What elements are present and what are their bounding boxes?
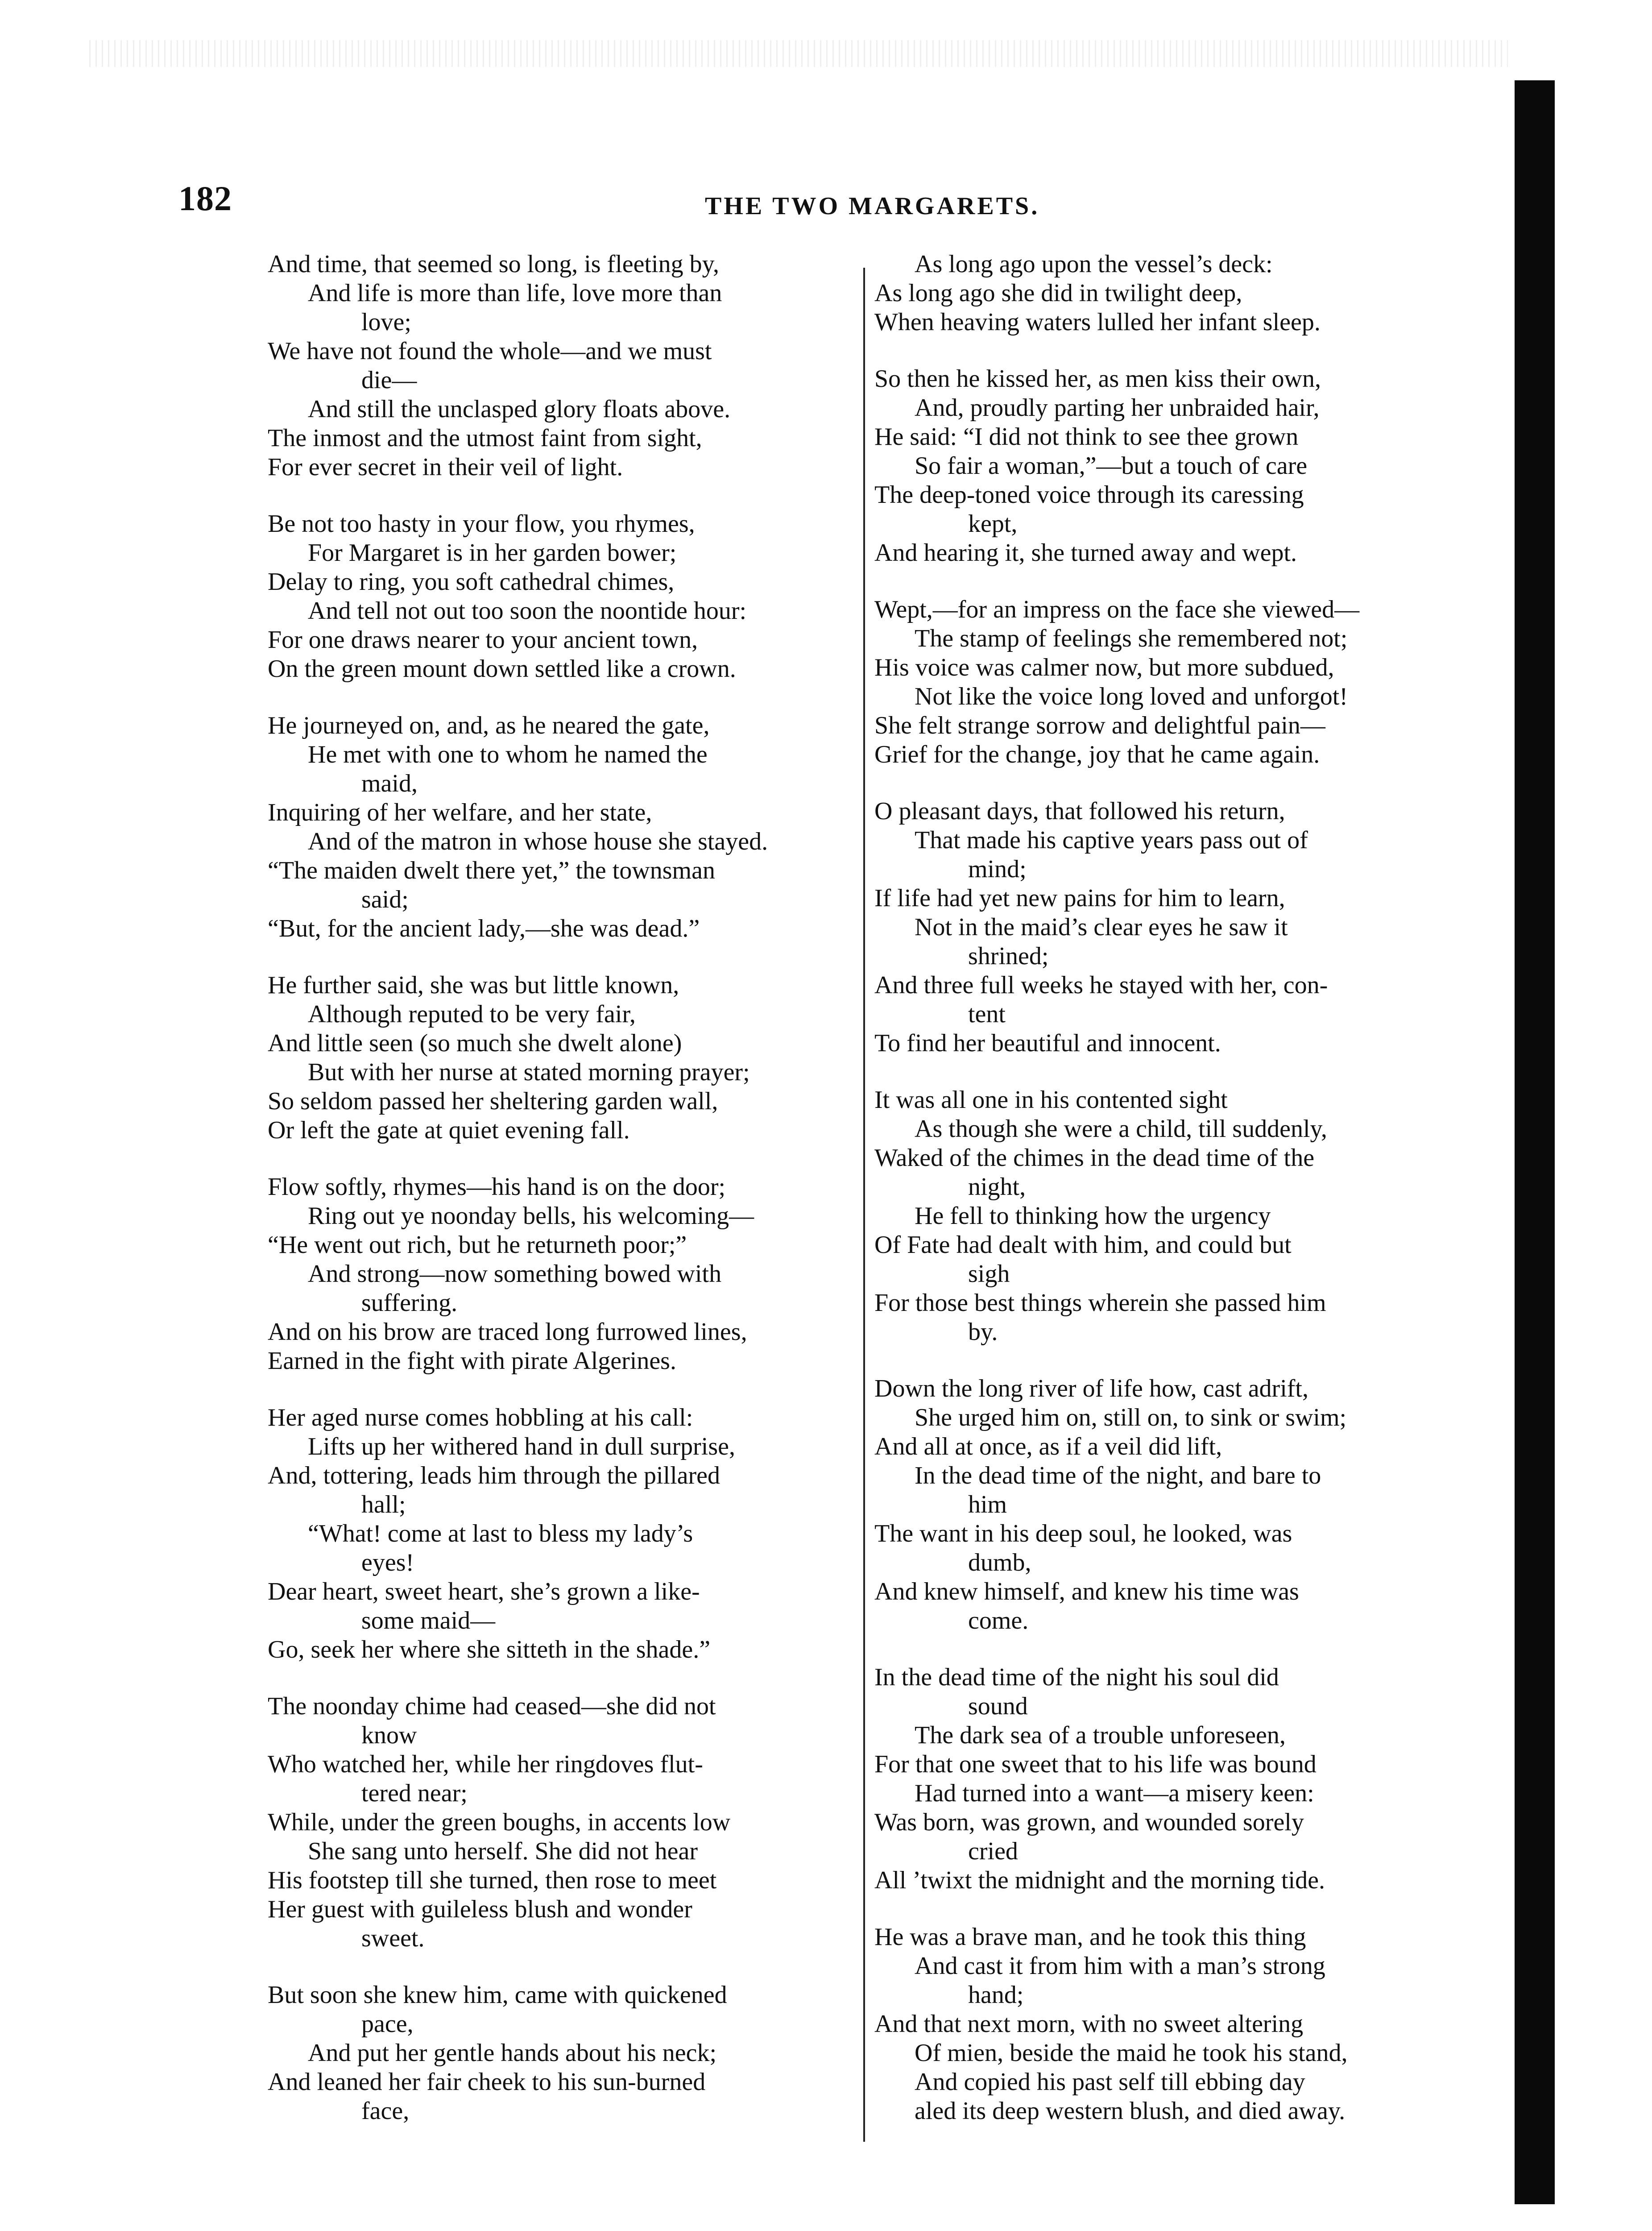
- verse-line: And on his brow are traced long furrowed lines,: [268, 1318, 747, 1346]
- verse-line: Wept,—for an impress on the face she viewed—: [874, 596, 1360, 623]
- verse-line: For ever secret in their veil of light.: [268, 453, 623, 481]
- verse-line: She urged him on, still on, to sink or swim;: [915, 1404, 1347, 1431]
- stanza: [268, 1173, 848, 1376]
- verse-line: And leaned her fair cheek to his sun-burned: [268, 2068, 706, 2096]
- verse-line: And three full weeks he stayed with her, con-: [874, 971, 1328, 999]
- verse-line: shrined;: [968, 942, 1049, 970]
- verse-line: And strong—now something bowed with: [308, 1260, 722, 1288]
- verse-line: some maid—: [361, 1607, 496, 1634]
- stanza: [874, 1923, 1472, 2126]
- scan-edge-noise: [89, 40, 1508, 67]
- verse-line: face,: [361, 2097, 410, 2125]
- verse-line: Lifts up her withered hand in dull surprise,: [308, 1433, 736, 1460]
- stanza: [268, 1692, 848, 1953]
- verse-line: Her guest with guileless blush and wonder: [268, 1895, 692, 1923]
- verse-line: He fell to thinking how the urgency: [915, 1202, 1271, 1230]
- stanza: [268, 510, 848, 684]
- verse-line: “But, for the ancient lady,—she was dead.”: [268, 915, 700, 942]
- verse-line: Was born, was grown, and wounded sorely: [874, 1808, 1304, 1836]
- verse-line: Not like the voice long loved and unforgot!: [915, 683, 1348, 710]
- verse-line: He further said, she was but little known,: [268, 971, 679, 999]
- verse-line: We have not found the whole—and we must: [268, 337, 712, 365]
- verse-line: On the green mount down settled like a crown.: [268, 655, 736, 683]
- verse-line: The inmost and the utmost faint from sight,: [268, 424, 702, 452]
- verse-line: So seldom passed her sheltering garden wall,: [268, 1087, 718, 1115]
- page-header: [178, 178, 1472, 232]
- verse-line: If life had yet new pains for him to learn,: [874, 884, 1285, 912]
- stanza: [268, 1403, 848, 1664]
- verse-line: So then he kissed her, as men kiss their own,: [874, 365, 1321, 393]
- verse-line: Or left the gate at quiet evening fall.: [268, 1116, 630, 1144]
- stanza: [874, 365, 1472, 568]
- verse-line: As though she were a child, till suddenly,: [915, 1115, 1327, 1143]
- verse-line: Of mien, beside the maid he took his stand,: [915, 2039, 1348, 2067]
- verse-line: dumb,: [968, 1549, 1031, 1576]
- verse-line: come.: [968, 1607, 1029, 1634]
- verse-line: It was all one in his contented sight: [874, 1086, 1228, 1114]
- verse-line: “The maiden dwelt there yet,” the townsman: [268, 857, 715, 884]
- verse-line: Although reputed to be very fair,: [308, 1000, 636, 1028]
- verse-line: “What! come at last to bless my lady’s: [308, 1520, 693, 1547]
- column-divider: [863, 268, 865, 2142]
- stanza: [874, 1374, 1472, 1635]
- verse-line: mind;: [968, 855, 1027, 883]
- verse-line: And still the unclasped glory floats above.: [308, 395, 731, 423]
- verse-line: The stamp of feelings she remembered not;: [915, 625, 1348, 652]
- verse-line: All ’twixt the midnight and the morning tide.: [874, 1866, 1325, 1894]
- verse-line: But soon she knew him, came with quickened: [268, 1981, 727, 2009]
- verse-line: In the dead time of the night his soul did: [874, 1663, 1279, 1691]
- verse-line: He journeyed on, and, as he neared the gate,: [268, 712, 710, 739]
- verse-line: sound: [968, 1692, 1028, 1720]
- verse-line: For Margaret is in her garden bower;: [308, 539, 677, 567]
- verse-line: And, proudly parting her unbraided hair,: [915, 394, 1320, 422]
- verse-line: eyes!: [361, 1549, 414, 1576]
- verse-line: Who watched her, while her ringdoves flut-: [268, 1750, 703, 1778]
- verse-line: And of the matron in whose house she stayed.: [308, 828, 768, 855]
- verse-line: For one draws nearer to your ancient town,: [268, 626, 698, 654]
- verse-line: by.: [968, 1318, 998, 1346]
- verse-line: For those best things wherein she passed him: [874, 1289, 1326, 1317]
- verse-line: And that next morn, with no sweet altering: [874, 2010, 1304, 2038]
- stanza: [268, 250, 848, 482]
- stanza: [874, 1086, 1472, 1347]
- verse-line: Ring out ye noonday bells, his welcoming—: [308, 1202, 754, 1230]
- verse-line: Flow softly, rhymes—his hand is on the door;: [268, 1173, 726, 1201]
- verse-line: sweet.: [361, 1924, 425, 1952]
- verse-line: And time, that seemed so long, is fleeting by,: [268, 250, 719, 278]
- verse-line: The deep-toned voice through its caressing: [874, 481, 1304, 509]
- verse-line: Delay to ring, you soft cathedral chimes,: [268, 568, 675, 596]
- running-title: THE TWO MARGARETS.: [705, 192, 1040, 220]
- verse-line: That made his captive years pass out of: [915, 826, 1308, 854]
- verse-line: She felt strange sorrow and delightful pain—: [874, 712, 1325, 739]
- verse-line: night,: [968, 1173, 1026, 1201]
- verse-line: Not in the maid’s clear eyes he saw it: [915, 913, 1288, 941]
- verse-line: The want in his deep soul, he looked, was: [874, 1520, 1292, 1547]
- page-number: 182: [178, 179, 232, 218]
- stanza: [874, 250, 1472, 337]
- verse-line: sigh: [968, 1260, 1010, 1288]
- verse-line: But with her nurse at stated morning prayer;: [308, 1058, 750, 1086]
- verse-line: And, tottering, leads him through the pillared: [268, 1462, 720, 1489]
- verse-line: And hearing it, she turned away and wept.: [874, 539, 1297, 567]
- verse-line: To find her beautiful and innocent.: [874, 1029, 1221, 1057]
- verse-line: know: [361, 1721, 417, 1749]
- verse-line: tent: [968, 1000, 1006, 1028]
- verse-line: cried: [968, 1837, 1018, 1865]
- stanza: [874, 595, 1472, 769]
- verse-line: tered near;: [361, 1779, 468, 1807]
- verse-line: Had turned into a want—a misery keen:: [915, 1779, 1314, 1807]
- verse-line: Inquiring of her welfare, and her state,: [268, 799, 652, 826]
- verse-line: Waked of the chimes in the dead time of the: [874, 1144, 1315, 1172]
- verse-line: While, under the green boughs, in accents low: [268, 1808, 731, 1836]
- verse-line: As long ago upon the vessel’s deck:: [915, 250, 1273, 278]
- verse-line: said;: [361, 886, 409, 913]
- verse-line: hand;: [968, 1981, 1024, 2009]
- verse-line: And put her gentle hands about his neck;: [308, 2039, 717, 2067]
- right-column: [874, 250, 1472, 2153]
- verse-line: Go, seek her where she sitteth in the shade.”: [268, 1636, 711, 1663]
- left-column: [268, 250, 848, 2153]
- verse-line: kept,: [968, 510, 1018, 538]
- verse-line: him: [968, 1491, 1007, 1518]
- stanza: [874, 1663, 1472, 1895]
- stanza: [268, 971, 848, 1145]
- verse-line: Be not too hasty in your flow, you rhymes,: [268, 510, 695, 538]
- verse-line: And little seen (so much she dwelt alone): [268, 1029, 682, 1057]
- verse-line: aled its deep western blush, and died away.: [915, 2097, 1346, 2125]
- verse-line: In the dead time of the night, and bare to: [915, 1462, 1321, 1489]
- verse-line: The dark sea of a trouble unforeseen,: [915, 1721, 1286, 1749]
- verse-line: Her aged nurse comes hobbling at his call:: [268, 1404, 693, 1431]
- verse-line: His voice was calmer now, but more subdued,: [874, 654, 1334, 681]
- verse-line: And life is more than life, love more than: [308, 279, 722, 307]
- verse-line: And knew himself, and knew his time was: [874, 1578, 1299, 1605]
- stanza: [268, 711, 848, 943]
- verse-line: For that one sweet that to his life was bound: [874, 1750, 1317, 1778]
- verse-line: O pleasant days, that followed his return,: [874, 797, 1285, 825]
- stanza: [268, 1981, 848, 2126]
- verse-line: He was a brave man, and he took this thing: [874, 1923, 1306, 1951]
- verse-line: As long ago she did in twilight deep,: [874, 279, 1242, 307]
- verse-line: Grief for the change, joy that he came again.: [874, 741, 1320, 768]
- verse-line: And tell not out too soon the noontide hour:: [308, 597, 747, 625]
- verse-line: hall;: [361, 1491, 406, 1518]
- verse-line: He said: “I did not think to see thee grown: [874, 423, 1299, 451]
- verse-line: “He went out rich, but he returneth poor;”: [268, 1231, 687, 1259]
- verse-line: pace,: [361, 2010, 414, 2038]
- verse-line: He met with one to whom he named the: [308, 741, 708, 768]
- verse-line: And copied his past self till ebbing day: [915, 2068, 1305, 2096]
- verse-line: Dear heart, sweet heart, she’s grown a like-: [268, 1578, 700, 1605]
- verse-line: And all at once, as if a veil did lift,: [874, 1433, 1222, 1460]
- book-binding-edge: [1515, 80, 1555, 2204]
- verse-line: maid,: [361, 770, 418, 797]
- verse-line: suffering.: [361, 1289, 458, 1317]
- verse-line: His footstep till she turned, then rose to meet: [268, 1866, 717, 1894]
- verse-line: She sang unto herself. She did not hear: [308, 1837, 698, 1865]
- verse-line: The noonday chime had ceased—she did not: [268, 1692, 716, 1720]
- verse-line: Of Fate had dealt with him, and could but: [874, 1231, 1292, 1259]
- verse-line: love;: [361, 308, 411, 336]
- verse-line: Earned in the fight with pirate Algerines.: [268, 1347, 676, 1375]
- verse-line: And cast it from him with a man’s strong: [915, 1952, 1325, 1980]
- verse-line: Down the long river of life how, cast adrift,: [874, 1375, 1308, 1402]
- verse-line: When heaving waters lulled her infant sleep.: [874, 308, 1321, 336]
- verse-line: die—: [361, 366, 417, 394]
- verse-line: So fair a woman,”—but a touch of care: [915, 452, 1308, 480]
- stanza: [874, 797, 1472, 1058]
